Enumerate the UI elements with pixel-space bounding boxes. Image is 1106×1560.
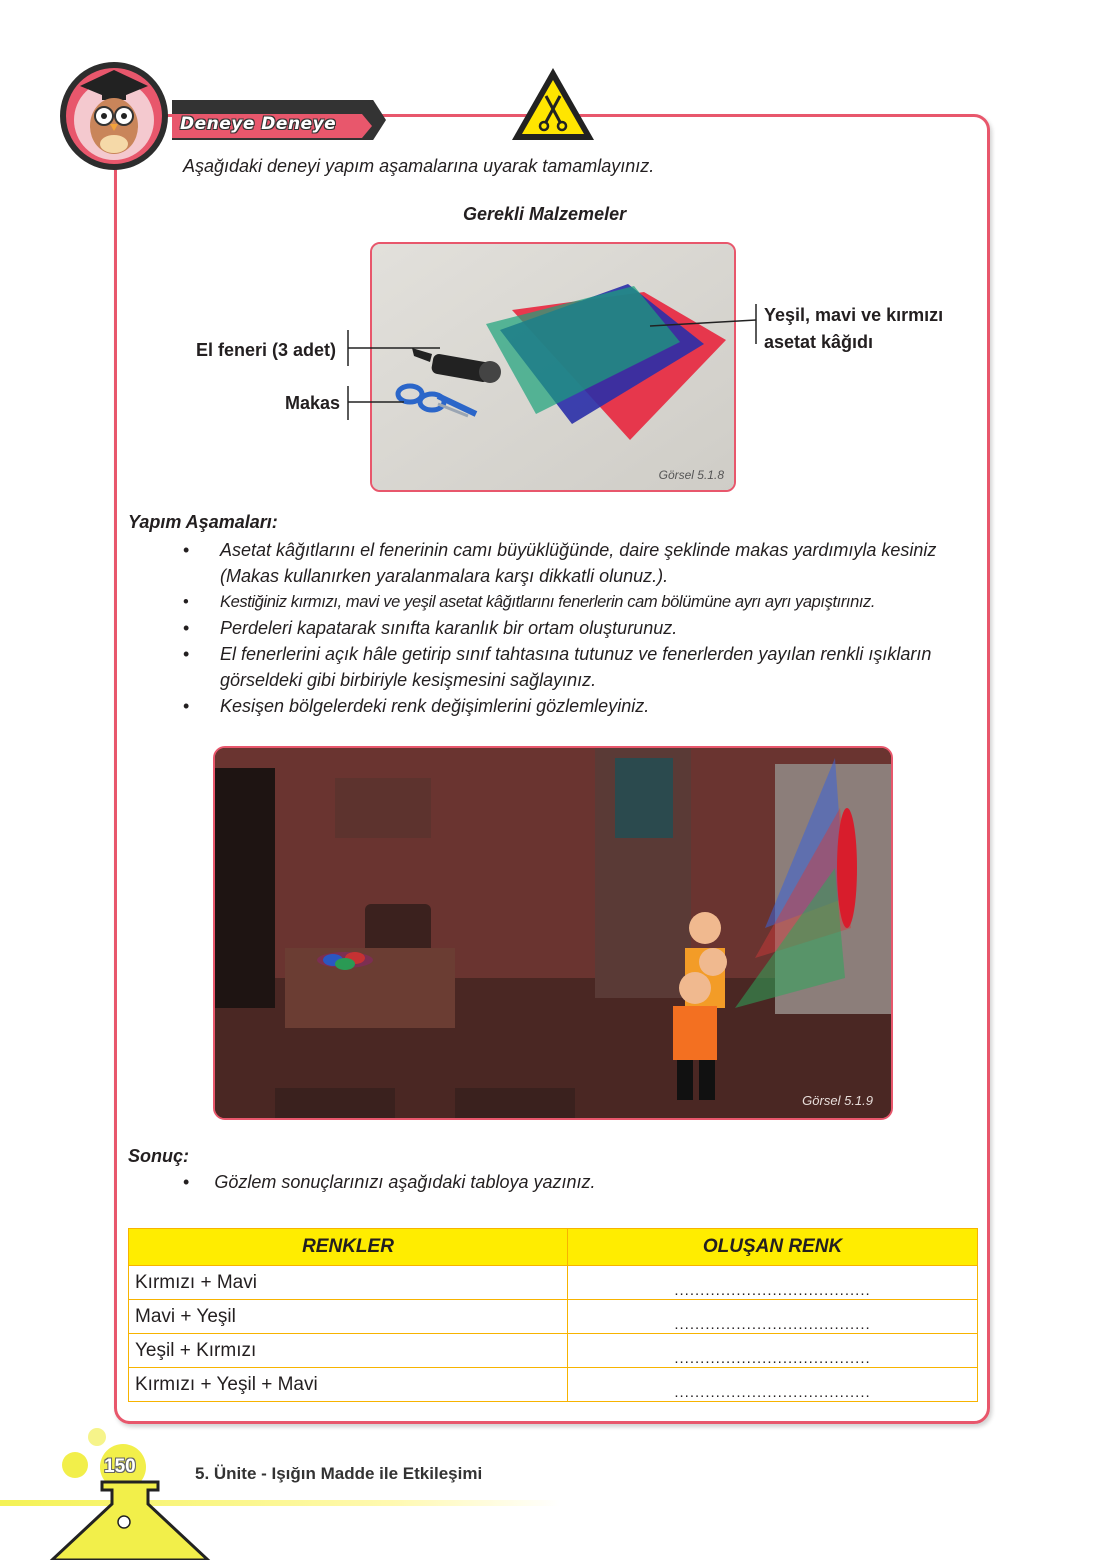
color-combination: Kırmızı + Mavi	[129, 1266, 568, 1300]
results-table	[128, 1228, 978, 1402]
decorative-bubble	[88, 1428, 106, 1446]
color-combination: Yeşil + Kırmızı	[129, 1334, 568, 1368]
answer-blank[interactable]: ......................................	[568, 1334, 978, 1368]
intro-text: Aşağıdaki deneyi yapım aşamalarına uyarak tamamlayınız.	[183, 156, 655, 176]
step-item: • Kestiğiniz kırmızı, mavi ve yeşil asetat kâğıtlarını fenerlerin cam bölümüne ayrı ayrı yapıştırınız.	[183, 589, 983, 615]
table-row	[129, 1368, 978, 1402]
classroom-illustration	[213, 746, 893, 1120]
scissors-warning-icon	[510, 66, 596, 142]
answer-blank[interactable]: ......................................	[568, 1368, 978, 1402]
steps-list	[183, 537, 983, 719]
table-header-result: OLUŞAN RENK	[568, 1229, 978, 1266]
flashlight-label: El feneri (3 adet)	[196, 340, 337, 360]
step-item-continuation: görseldeki gibi birbiriyle kesişmesini sağlayınız.	[220, 670, 597, 690]
table-header-colors: RENKLER	[129, 1229, 568, 1266]
answer-blank[interactable]: ......................................	[568, 1300, 978, 1334]
step-item: • Asetat kâğıtlarını el fenerinin camı büyüklüğünde, daire şeklinde makas yardımıyla kesiniz	[183, 537, 983, 563]
acetate-label-line2: asetat kâğıdı	[764, 332, 874, 352]
result-instruction: • Gözlem sonuçlarınızı aşağıdaki tabloya yazınız.	[183, 1172, 596, 1193]
step-item: • Perdeleri kapatarak sınıfta karanlık bir ortam oluşturunuz.	[183, 615, 983, 641]
acetate-label-line1: Yeşil, mavi ve kırmızı	[764, 305, 944, 325]
materials-title: Gerekli Malzemeler	[463, 204, 627, 224]
step-item-continuation: (Makas kullanırken yaralanmalara karşı dikkatli olunuz.).	[220, 566, 669, 586]
table-row	[129, 1334, 978, 1368]
result-title: Sonuç:	[128, 1146, 189, 1166]
decorative-bubble	[62, 1452, 88, 1478]
flask-icon	[40, 1478, 220, 1560]
page-number: 150	[104, 1456, 136, 1477]
banner-label: Deneye Deneye	[180, 114, 337, 134]
step-item: • Kesişen bölgelerdeki renk değişimlerini gözlemleyiniz.	[183, 693, 983, 719]
materials-caption: Görsel 5.1.8	[658, 468, 724, 482]
owl-mascot-logo	[60, 62, 168, 170]
steps-title: Yapım Aşamaları:	[128, 512, 278, 532]
unit-title: 5. Ünite - Işığın Madde ile Etkileşimi	[195, 1464, 483, 1483]
scissors-label: Makas	[285, 393, 341, 413]
step-item: • El fenerlerini açık hâle getirip sınıf tahtasına tutunuz ve fenerlerden yayılan renkli ışıkların	[183, 641, 983, 667]
color-combination: Kırmızı + Yeşil + Mavi	[129, 1368, 568, 1402]
classroom-caption: Görsel 5.1.9	[802, 1093, 873, 1108]
table-row	[129, 1300, 978, 1334]
color-combination: Mavi + Yeşil	[129, 1300, 568, 1334]
answer-blank[interactable]: ......................................	[568, 1266, 978, 1300]
table-row	[129, 1266, 978, 1300]
callout-lines	[340, 300, 760, 430]
